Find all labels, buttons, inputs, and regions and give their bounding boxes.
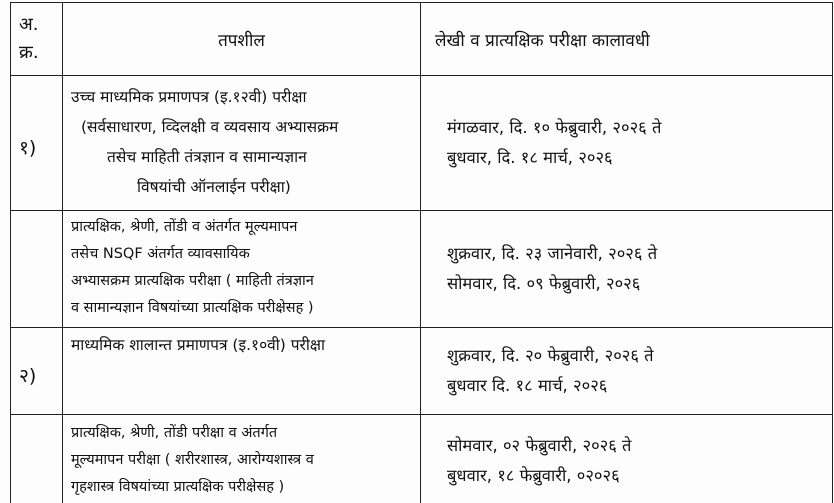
- detail-line: प्रात्यक्षिक, श्रेणी, तोंडी व अंतर्गत मूल्यमापन: [71, 219, 298, 235]
- header-period: लेखी व प्रात्यक्षिक परीक्षा कालावधी: [421, 3, 833, 76]
- exam-schedule-table: [10, 2, 833, 503]
- period-line: शुक्रवार, दि. २० फेब्रुवारी, २०२६ ते: [447, 346, 654, 365]
- table-row: [11, 211, 833, 328]
- row-sr-no: १): [11, 76, 63, 211]
- period-line: शुक्रवार, दि. २३ जानेवारी, २०२६ ते: [447, 244, 658, 263]
- detail-line: तसेच माहिती तंत्रज्ञान व सामान्यज्ञान: [107, 148, 307, 166]
- row-details: [63, 328, 421, 415]
- row-details: [63, 211, 421, 328]
- period-line: बुधवार दि. १८ मार्च, २०२६: [447, 376, 608, 395]
- period-line: बुधवार, १८ फेब्रुवारी, ०२०२६: [447, 466, 620, 485]
- table-row: [11, 328, 833, 415]
- detail-line: तसेच NSQF अंतर्गत व्यावसायिक: [71, 246, 250, 262]
- row-sr-no: २): [11, 328, 63, 415]
- period-line: सोमवार, ०२ फेब्रुवारी, २०२६ ते: [447, 436, 632, 455]
- detail-line: उच्च माध्यमिक प्रमाणपत्र (इ.१२वी) परीक्षा: [71, 88, 307, 106]
- row-period: [421, 328, 833, 415]
- detail-line: प्रात्यक्षिक, श्रेणी, तोंडी परीक्षा व अंतर्गत: [71, 424, 278, 441]
- detail-line: गृहशास्त्र विषयांच्या प्रात्यक्षिक परीक्षेसह ): [71, 478, 285, 495]
- period-line: मंगळवार, दि. १० फेब्रुवारी, २०२६ ते: [447, 118, 662, 137]
- row-sr-no: [11, 211, 63, 328]
- table-row: [11, 415, 833, 503]
- row-period: [421, 415, 833, 503]
- row-period: [421, 76, 833, 211]
- period-line: बुधवार, दि. १८ मार्च, २०२६: [447, 148, 613, 167]
- table-header-row: [11, 3, 833, 76]
- table-row: [11, 76, 833, 211]
- detail-line: अभ्यासक्रम प्रात्यक्षिक परीक्षा ( माहिती तंत्रज्ञान: [71, 273, 314, 289]
- header-details: तपशील: [63, 3, 421, 76]
- header-sr-no-line1: अ.: [19, 14, 39, 35]
- header-sr-no-line2: क्र.: [19, 42, 39, 63]
- detail-line: माध्यमिक शालान्त प्रमाणपत्र (इ.१०वी) परीक्षा: [71, 336, 326, 354]
- header-sr-no: [11, 3, 63, 76]
- row-sr-no: [11, 415, 63, 503]
- row-details: [63, 76, 421, 211]
- detail-line: व सामान्यज्ञान विषयांच्या प्रात्यक्षिक परीक्षेसह ): [71, 300, 314, 316]
- detail-line: विषयांची ऑनलाईन परीक्षा): [137, 178, 291, 196]
- period-line: सोमवार, दि. ०९ फेब्रुवारी, २०२६: [447, 274, 641, 293]
- detail-line: (सर्वसाधारण, व्दिलक्षी व व्यवसाय अभ्यासक्रम: [81, 118, 339, 136]
- detail-line: मूल्यमापन परीक्षा ( शरीरशास्त्र, आरोग्यशास्त्र व: [71, 451, 314, 468]
- row-period: [421, 211, 833, 328]
- row-details: [63, 415, 421, 503]
